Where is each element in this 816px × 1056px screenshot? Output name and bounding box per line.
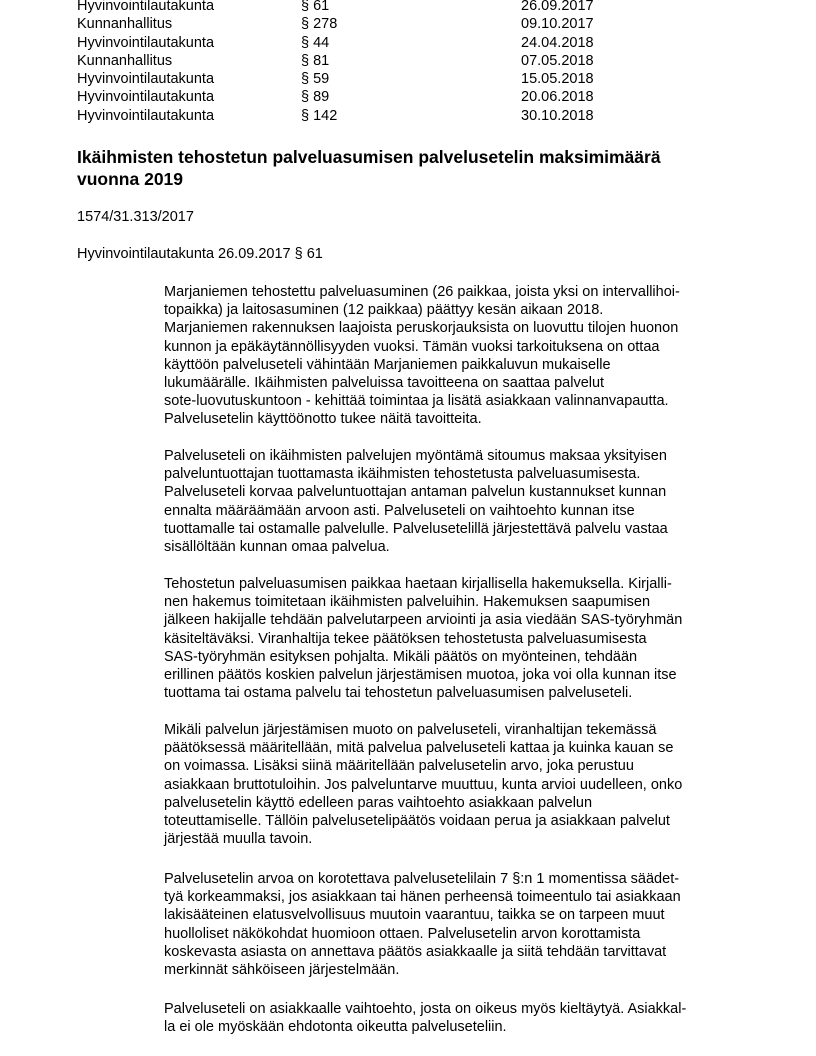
paragraph-line: Tehostetun palveluasumisen paikkaa haetaan kirjallisella hakemuksella. Kirjalli-: [164, 576, 672, 592]
history-body: Kunnanhallitus: [77, 52, 173, 69]
history-body: Hyvinvointilautakunta: [77, 89, 215, 106]
history-body: Kunnanhallitus: [77, 16, 173, 33]
paragraph-line: Palveluseteli on ikäihmisten palvelujen myöntämä sitoumus maksaa yksityisen: [164, 448, 667, 464]
history-body: Hyvinvointilautakunta: [77, 0, 215, 14]
body-paragraph: [164, 721, 744, 848]
paragraph-line: järjestää muulla tavoin.: [164, 831, 313, 848]
paragraph-line: Palveluseteli on asiakkaalle vaihtoehto, josta on oikeus myös kieltäytyä. Asiakkal-: [164, 1001, 687, 1017]
history-row: [77, 15, 637, 33]
history-date: 07.05.2018: [521, 52, 594, 69]
case-reference: 1574/31.313/2017: [77, 209, 194, 225]
paragraph-line: asiakkaan bruttotuloihin. Jos palveluntarve muuttuu, kunta arvioi uudelleen, onko: [164, 776, 683, 793]
body-paragraph: [164, 283, 744, 429]
history-section: § 142: [301, 107, 338, 124]
history-row: [77, 52, 637, 70]
decision-history-table: [77, 0, 637, 125]
history-row: [77, 107, 637, 125]
paragraph-line: Palvelusetelin käyttöönotto tukee näitä tavoitteita.: [164, 411, 482, 428]
meeting-reference: Hyvinvointilautakunta 26.09.2017 § 61: [77, 246, 323, 262]
paragraph-line: lakisääteinen elatusvelvollisuus muutoin vaarantuu, taikka se on tarpeen muut: [164, 907, 665, 924]
paragraph-line: koskevasta asiasta on annettava päätös asiakkaalle ja siitä tehdään tarvittavat: [164, 943, 667, 960]
body-paragraph: [164, 1000, 744, 1036]
paragraph-line: Marjaniemen tehostettu palveluasuminen (26 paikkaa, joista yksi on intervallihoi-: [164, 284, 680, 300]
paragraph-line: Marjaniemen rakennuksen laajoista peruskorjauksista on luovuttu tilojen huonon: [164, 320, 679, 337]
paragraph-line: sisällöltään kunnan omaa palvelua.: [164, 539, 390, 556]
paragraph-line: palvelusetelin käyttö edelleen paras vaihtoehto asiakkaan palvelun: [164, 794, 593, 811]
body-paragraph: [164, 870, 744, 979]
paragraph-line: lukumäärälle. Ikäihmisten palveluissa tavoitteena on saattaa palvelut: [164, 375, 605, 392]
paragraph-line: Palvelusetelin arvoa on korotettava palvelusetelilain 7 §:n 1 momentissa säädet-: [164, 871, 680, 887]
history-date: 30.10.2018: [521, 107, 594, 124]
history-body: Hyvinvointilautakunta: [77, 107, 215, 124]
history-section: § 81: [301, 52, 330, 69]
history-body: Hyvinvointilautakunta: [77, 34, 215, 51]
paragraph-line: la ei ole myöskään ehdotonta oikeutta palveluseteliin.: [164, 1019, 507, 1036]
paragraph-line: huolloliset näkökohdat huomioon ottaen. Palvelusetelin arvon korottamista: [164, 925, 641, 942]
paragraph-line: käsiteltäväksi. Viranhaltija tekee päätöksen tehostetusta palveluasumisesta: [164, 630, 647, 647]
history-row: [77, 88, 637, 106]
paragraph-line: sote-luovutuskuntoon - kehittää toimintaa ja lisätä asiakkaan valinnanvapautta.: [164, 393, 669, 410]
paragraph-line: nen hakemus toimitetaan ikäihmisten palveluihin. Hakemuksen saapumisen: [164, 594, 651, 611]
item-title-line: vuonna 2019: [77, 169, 184, 189]
history-date: 26.09.2017: [521, 0, 594, 14]
history-section: § 278: [301, 16, 338, 33]
paragraph-line: päätöksessä määritellään, mitä palvelua palveluseteli kattaa ja kuinka kauan se: [164, 740, 674, 757]
history-date: 15.05.2018: [521, 71, 594, 88]
paragraph-line: Mikäli palvelun järjestämisen muoto on palveluseteli, viranhaltijan tekemässä: [164, 722, 657, 738]
history-date: 09.10.2017: [521, 16, 594, 33]
history-row: [77, 34, 637, 52]
paragraph-line: toteuttamiselle. Tällöin palvelusetelipäätös voidaan perua ja asiakkaan palvelut: [164, 813, 670, 830]
item-title-line: Ikäihmisten tehostetun palveluasumisen palvelusetelin maksimimäärä: [77, 147, 661, 167]
history-row: [77, 0, 637, 15]
paragraph-line: Palveluseteli korvaa palveluntuottajan antaman palvelun kustannukset kunnan: [164, 484, 667, 501]
history-section: § 59: [301, 71, 330, 88]
paragraph-line: tyä korkeammaksi, jos asiakkaan tai hänen perheensä toimeentulo tai asiakkaan: [164, 889, 681, 906]
paragraph-line: tuottama tai ostama palvelu tai tehostetun palveluasumisen palveluseteli.: [164, 685, 633, 702]
body-paragraph: [164, 575, 744, 702]
item-title: [77, 146, 737, 190]
history-section: § 89: [301, 89, 330, 106]
paragraph-line: SAS-työryhmän esityksen pohjalta. Mikäli päätös on myönteinen, tehdään: [164, 648, 638, 665]
history-section: § 61: [301, 0, 330, 14]
history-section: § 44: [301, 34, 330, 51]
history-date: 24.04.2018: [521, 34, 594, 51]
paragraph-line: on voimassa. Lisäksi siinä määritellään palvelusetelin arvo, joka perustuu: [164, 758, 634, 775]
body-paragraph: [164, 447, 744, 556]
paragraph-line: ennalta määräämään arvoon asti. Palveluseteli on vaihtoehto kunnan itse: [164, 502, 635, 519]
paragraph-line: jälkeen hakijalle tehdään palvelutarpeen arviointi ja asia viedään SAS-työryhmän: [164, 612, 683, 629]
history-body: Hyvinvointilautakunta: [77, 71, 215, 88]
paragraph-line: merkinnät sähköiseen järjestelmään.: [164, 962, 400, 979]
history-date: 20.06.2018: [521, 89, 594, 106]
paragraph-line: erillinen päätös koskien palvelun järjestämisen muotoa, joka voi olla kunnan itse: [164, 667, 677, 684]
paragraph-line: kunnon ja epäkäytännöllisyyden vuoksi. Tämän vuoksi tarkoituksena on ottaa: [164, 338, 660, 355]
paragraph-line: tuottamalle tai ostamalle palvelulle. Palvelusetelillä järjestettävä palvelu vastaa: [164, 520, 668, 537]
paragraph-line: palveluntuottajan tuottamasta ikäihmisten tehostetusta palveluasumisesta.: [164, 466, 641, 483]
paragraph-line: käyttöön palveluseteli vähintään Marjaniemen paikkaluvun mukaiselle: [164, 356, 611, 373]
history-row: [77, 70, 637, 88]
paragraph-line: topaikka) ja laitosasuminen (12 paikkaa) päättyy kesän aikaan 2018.: [164, 302, 604, 319]
